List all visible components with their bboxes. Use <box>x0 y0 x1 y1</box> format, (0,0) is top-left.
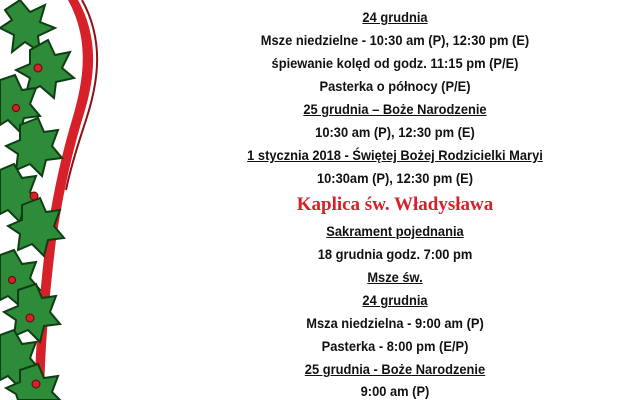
schedule-line: Msza niedzielna - 9:00 am (P) <box>306 315 484 331</box>
schedule-line: Pasterka o północy (P/E) <box>319 78 471 94</box>
section-title: Kaplica św. Władysława <box>296 194 494 215</box>
schedule-line: Msze niedzielne - 10:30 am (P), 12:30 pm (E) <box>260 32 530 48</box>
schedule-line: 9:00 am (P) <box>360 383 430 399</box>
date-heading: 25 grudnia - Boże Narodzenie <box>304 361 486 377</box>
schedule-column <box>150 0 640 400</box>
date-heading: 25 grudnia – Boże Narodzenie <box>303 101 487 117</box>
schedule-line: 10:30am (P), 12:30 pm (E) <box>316 170 474 186</box>
schedule-line: 18 grudnia godz. 7:00 pm <box>317 246 473 262</box>
date-heading: 1 stycznia 2018 - Świętej Bożej Rodzicielki Maryi <box>247 147 543 163</box>
schedule-line: Pasterka - 8:00 pm (E/P) <box>321 338 469 354</box>
date-heading: 24 grudnia <box>362 292 428 308</box>
schedule-line: śpiewanie kolęd od godz. 11:15 pm (P/E) <box>271 55 519 71</box>
subsection-title: Msze św. <box>367 269 423 285</box>
subsection-title: Sakrament pojednania <box>326 223 464 239</box>
schedule-line: 10:30 am (P), 12:30 pm (E) <box>315 124 475 140</box>
date-heading: 24 grudnia <box>362 9 428 25</box>
holly-garland-icon <box>0 0 130 400</box>
